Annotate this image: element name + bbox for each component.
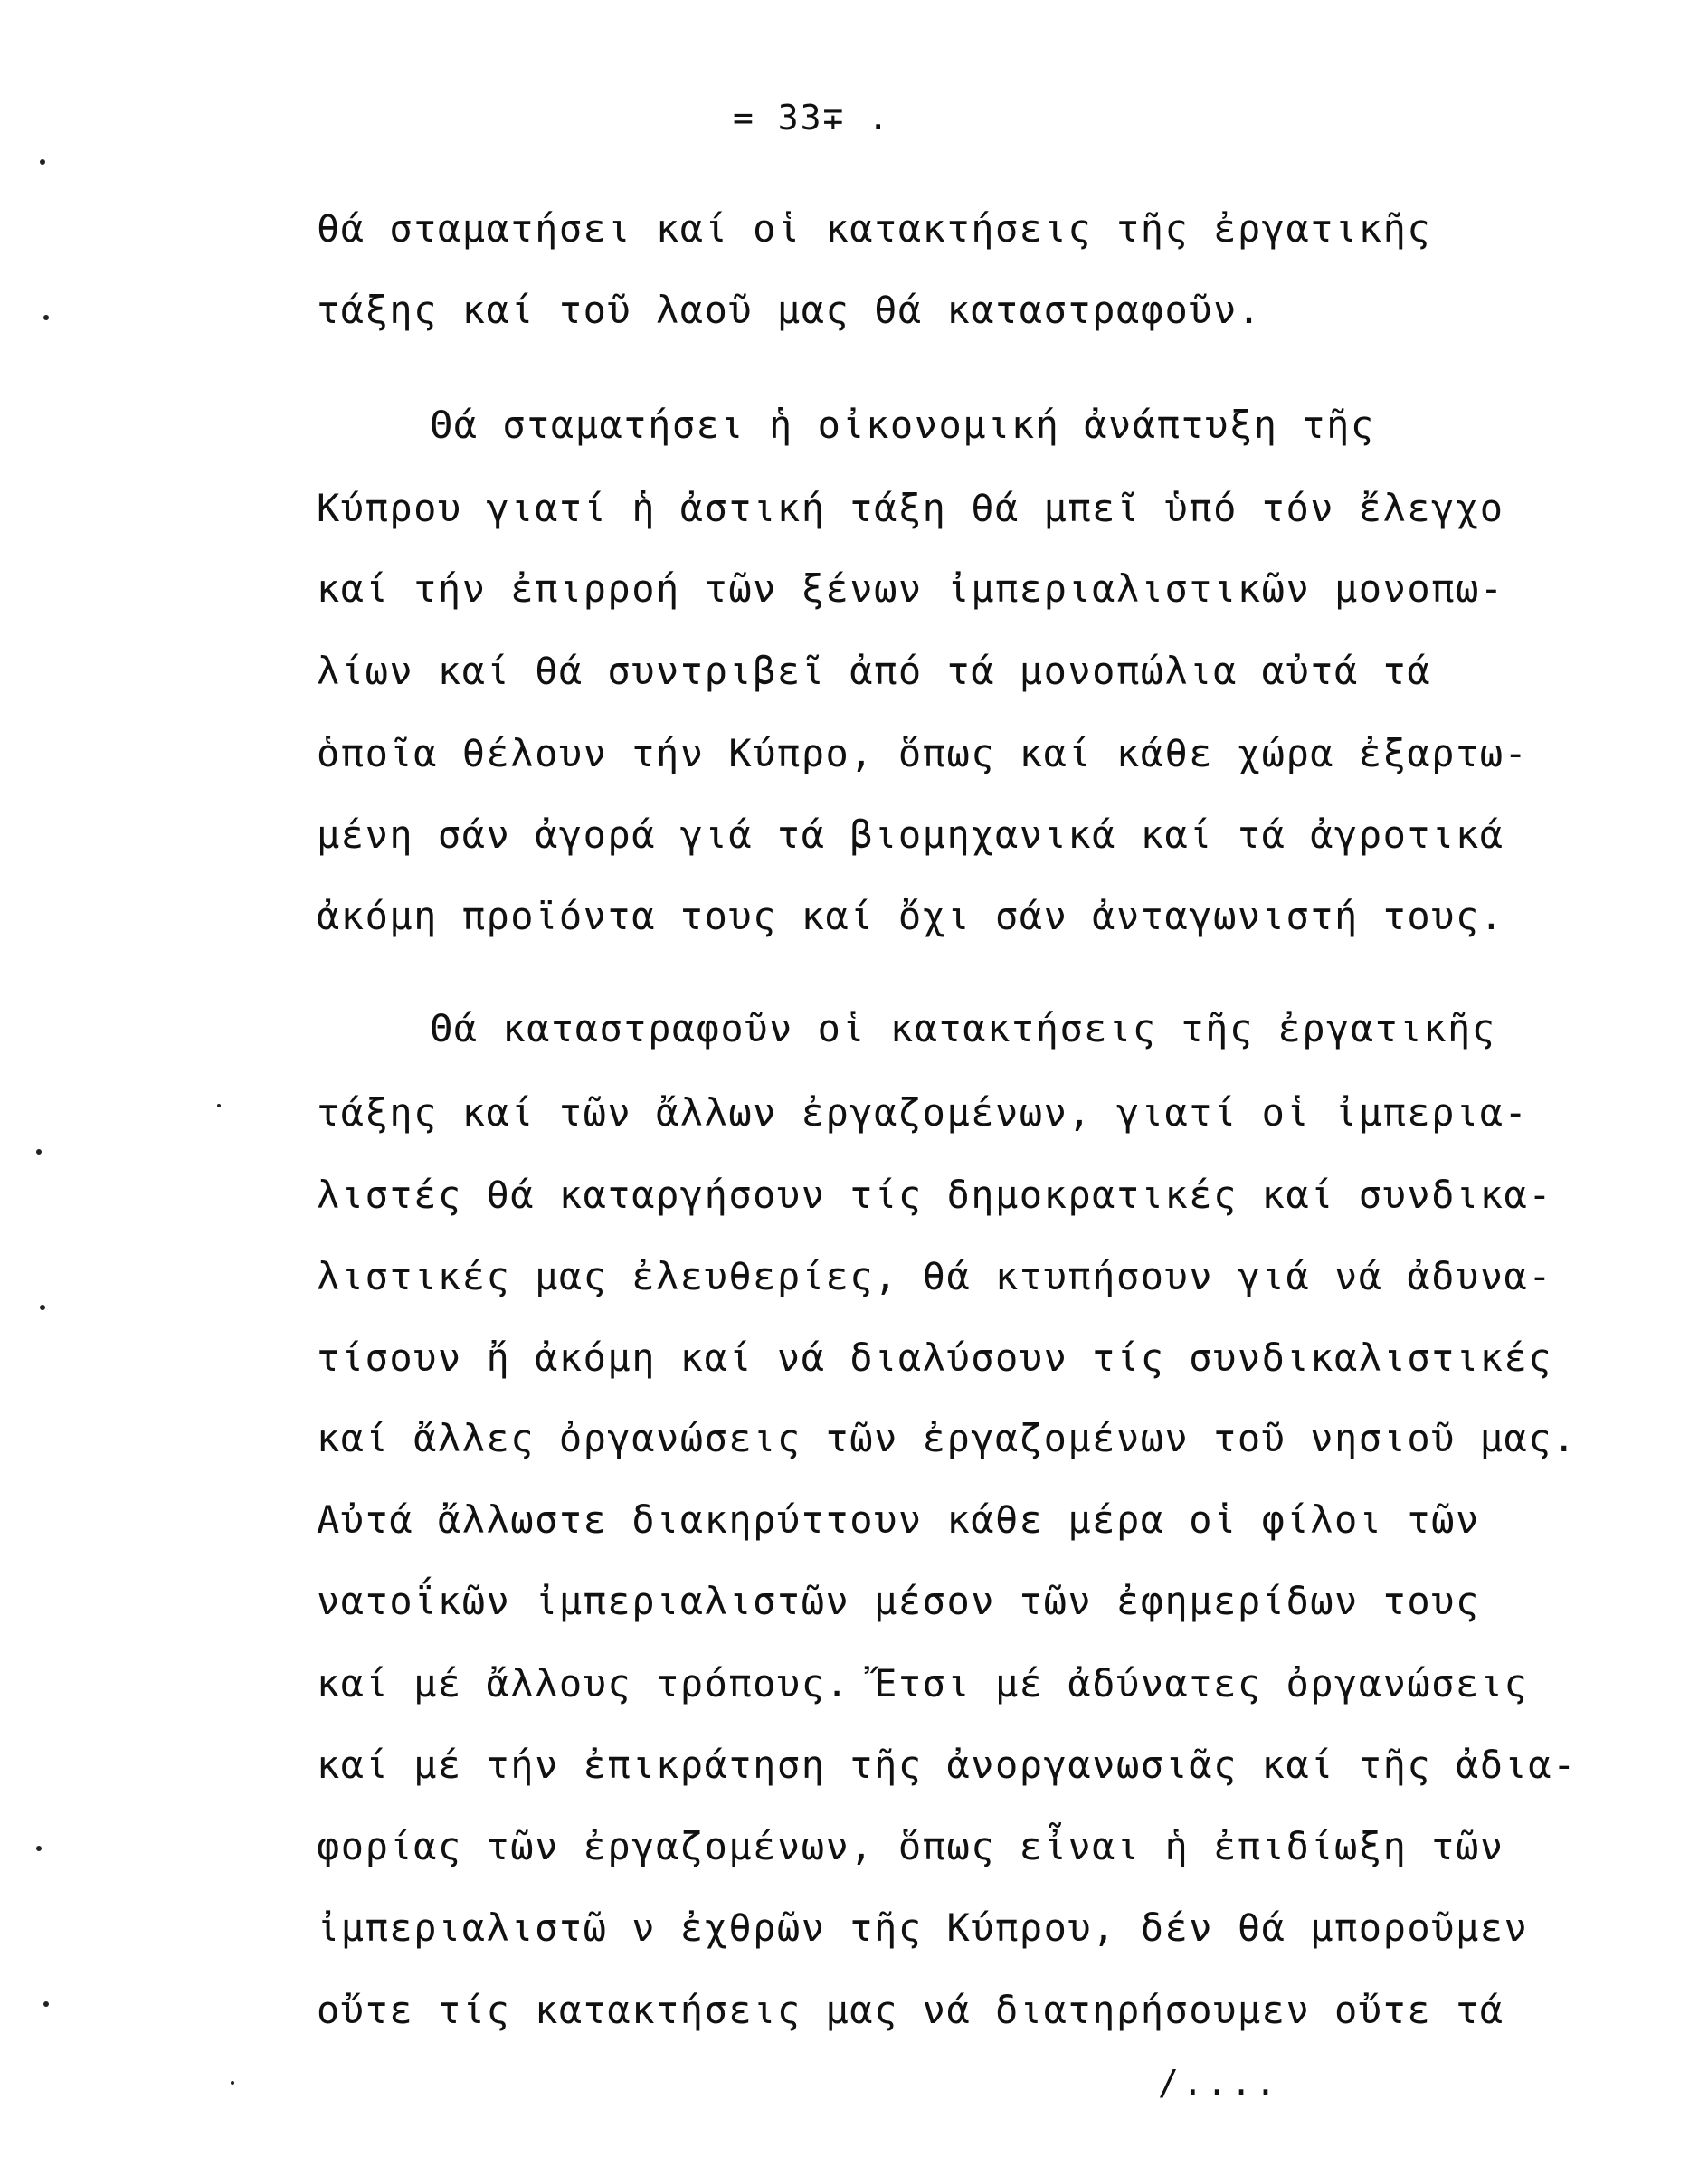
text-line: Αὐτά ἄλλωστε διακηρύττουν κάθε μέρα οἱ φίλοι τῶν (317, 1497, 1480, 1542)
text-line: νατοΐκῶν ἰμπεριαλιστῶν μέσον τῶν ἐφημερίδων τους (317, 1579, 1480, 1623)
text-line: λιστικές μας ἐλευθερίες, θά κτυπήσουν γιά νά ἀδυνα- (317, 1254, 1553, 1298)
scan-speck (231, 2081, 234, 2085)
paragraph-start-line: Θά καταστραφοῦν οἱ κατακτήσεις τῆς ἐργατικῆς (430, 1006, 1496, 1050)
text-line: καί ἄλλες ὀργανώσεις τῶν ἐργαζομένων τοῦ νησιοῦ μας. (317, 1416, 1577, 1460)
text-line: φορίας τῶν ἐργαζομένων, ὅπως εἶναι ἡ ἐπιδίωξη τῶν (317, 1824, 1504, 1868)
scan-speck (36, 1846, 42, 1851)
scan-speck (40, 1305, 45, 1310)
text-line: τάξης καί τῶν ἄλλων ἐργαζομένων, γιατί οἱ ἰμπερια- (317, 1090, 1529, 1135)
continuation-mark: /.... (1158, 2063, 1280, 2103)
text-line: ἰμπεριαλιστῶ ν ἐχθρῶν τῆς Κύπρου, δέν θά μποροῦμεν (317, 1905, 1529, 1950)
text-line: θά σταματήσει καί οἱ κατακτήσεις τῆς ἐργατικῆς (317, 206, 1432, 251)
text-line: καί μέ ἄλλους τρόπους. Ἔτσι μέ ἀδύνατες ὀργανώσεις (317, 1661, 1529, 1706)
text-line: λιστές θά καταργήσουν τίς δημοκρατικές καί συνδικα- (317, 1173, 1553, 1217)
text-line: καί μέ τήν ἐπικράτηση τῆς ἀνοργανωσιᾶς καί τῆς ἀδια- (317, 1743, 1577, 1787)
text-line: λίων καί θά συντριβεῖ ἀπό τά μονοπώλια αὐτά τά (317, 649, 1432, 693)
text-line: μένη σάν ἀγορά γιά τά βιομηχανικά καί τά ἀγροτικά (317, 812, 1504, 857)
scan-speck (43, 315, 49, 320)
text-line: ἀκόμη προϊόντα τους καί ὄχι σάν ἀνταγωνιστή τους. (317, 894, 1504, 938)
text-line: τάξης καί τοῦ λαοῦ μας θά καταστραφοῦν. (317, 288, 1262, 332)
text-line: καί τήν ἐπιρροή τῶν ξένων ἰμπεριαλιστικῶν μονοπω- (317, 566, 1504, 611)
text-line: Κύπρου γιατί ἡ ἀστική τάξη θά μπεῖ ὑπό τόν ἔλεγχο (317, 486, 1504, 530)
text-line: τίσουν ἤ ἀκόμη καί νά διαλύσουν τίς συνδικαλιστικές (317, 1335, 1553, 1380)
page-number: = 33∓ . (733, 98, 891, 138)
scan-speck (217, 1104, 221, 1107)
text-line: ὁποῖα θέλουν τήν Κύπρο, ὅπως καί κάθε χώρα ἐξαρτω- (317, 731, 1529, 775)
scan-speck (43, 2001, 49, 2007)
scan-speck (40, 159, 45, 165)
scan-speck (36, 1149, 42, 1155)
text-line: οὔτε τίς κατακτήσεις μας νά διατηρήσουμεν οὔτε τά (317, 1988, 1504, 2032)
paragraph-start-line: Θά σταματήσει ἡ οἰκονομική ἀνάπτυξη τῆς (430, 403, 1375, 447)
